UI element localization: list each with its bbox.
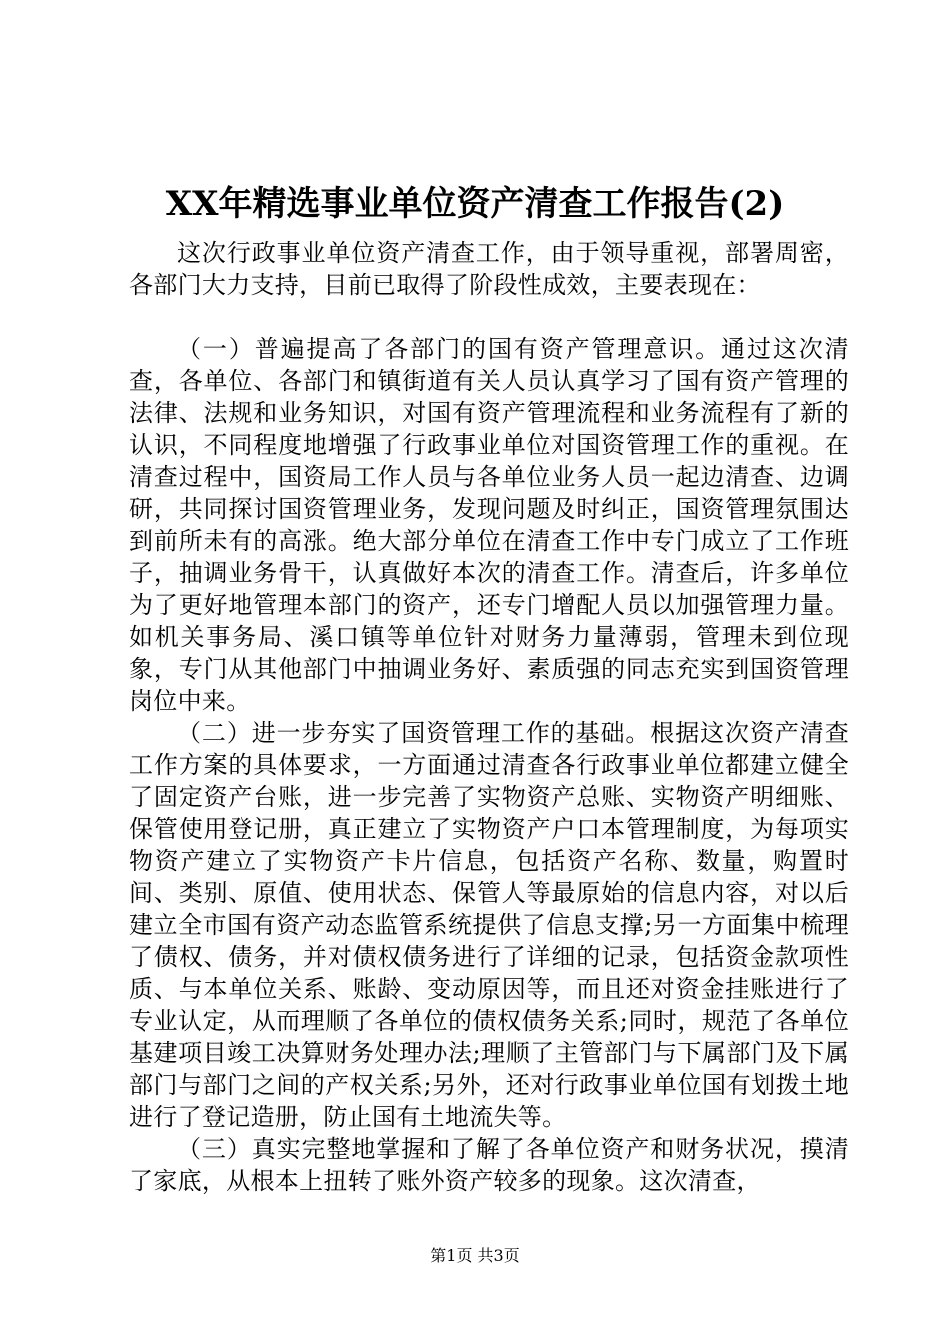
- intro-paragraph: 这次行政事业单位资产清查工作，由于领导重视，部署周密，各部门大力支持，目前已取得了阶段性成效，主要表现在：: [129, 239, 849, 299]
- page-footer: 第1页 共3页: [430, 1246, 520, 1265]
- document-title: XX年精选事业单位资产清查工作报告(2): [165, 184, 785, 224]
- section-three-paragraph: （三）真实完整地掌握和了解了各单位资产和财务状况，摸清了家底，从根本上扭转了账外资产较多的现象。这次清查，: [129, 1135, 849, 1195]
- section-one-paragraph: （一）普遍提高了各部门的国有资产管理意识。通过这次清查，各单位、各部门和镇街道有关人员认真学习了国有资产管理的法律、法规和业务知识，对国有资产管理流程和业务流程有了新的认识，不同程度地增强了行政事业单位对国资管理工作的重视。在清查过程中，国资局工作人员与各单位业务人员一起边清查、边调研，共同探讨国资管理业务，发现问题及时纠正，国资管理氛围达到前所未有的高涨。绝大部分单位在清查工作中专门成立了工作班子，抽调业务骨干，认真做好本次的清查工作。清查后，许多单位为了更好地管理本部门的资产，还专门增配人员以加强管理力量。如机关事务局、溪口镇等单位针对财务力量薄弱，管理未到位现象，专门从其他部门中抽调业务好、素质强的同志充实到国资管理岗位中来。: [129, 335, 849, 715]
- section-two-paragraph: （二）进一步夯实了国资管理工作的基础。根据这次资产清查工作方案的具体要求，一方面通过清查各行政事业单位都建立健全了固定资产台账，进一步完善了实物资产总账、实物资产明细账、保管使用登记册，真正建立了实物资产户口本管理制度，为每项实物资产建立了实物资产卡片信息，包括资产名称、数量，购置时间、类别、原值、使用状态、保管人等最原始的信息内容，对以后建立全市国有资产动态监管系统提供了信息支撑;另一方面集中梳理了债权、债务，并对债权债务进行了详细的记录，包括资金款项性质、与本单位关系、账龄、变动原因等，而且还对资金挂账进行了专业认定，从而理顺了各单位的债权债务关系;同时，规范了各单位基建项目竣工决算财务处理办法;理顺了主管部门与下属部门及下属部门与部门之间的产权关系;另外，还对行政事业单位国有划拨土地进行了登记造册，防止国有土地流失等。: [129, 719, 849, 1131]
- document-body: [129, 237, 849, 1197]
